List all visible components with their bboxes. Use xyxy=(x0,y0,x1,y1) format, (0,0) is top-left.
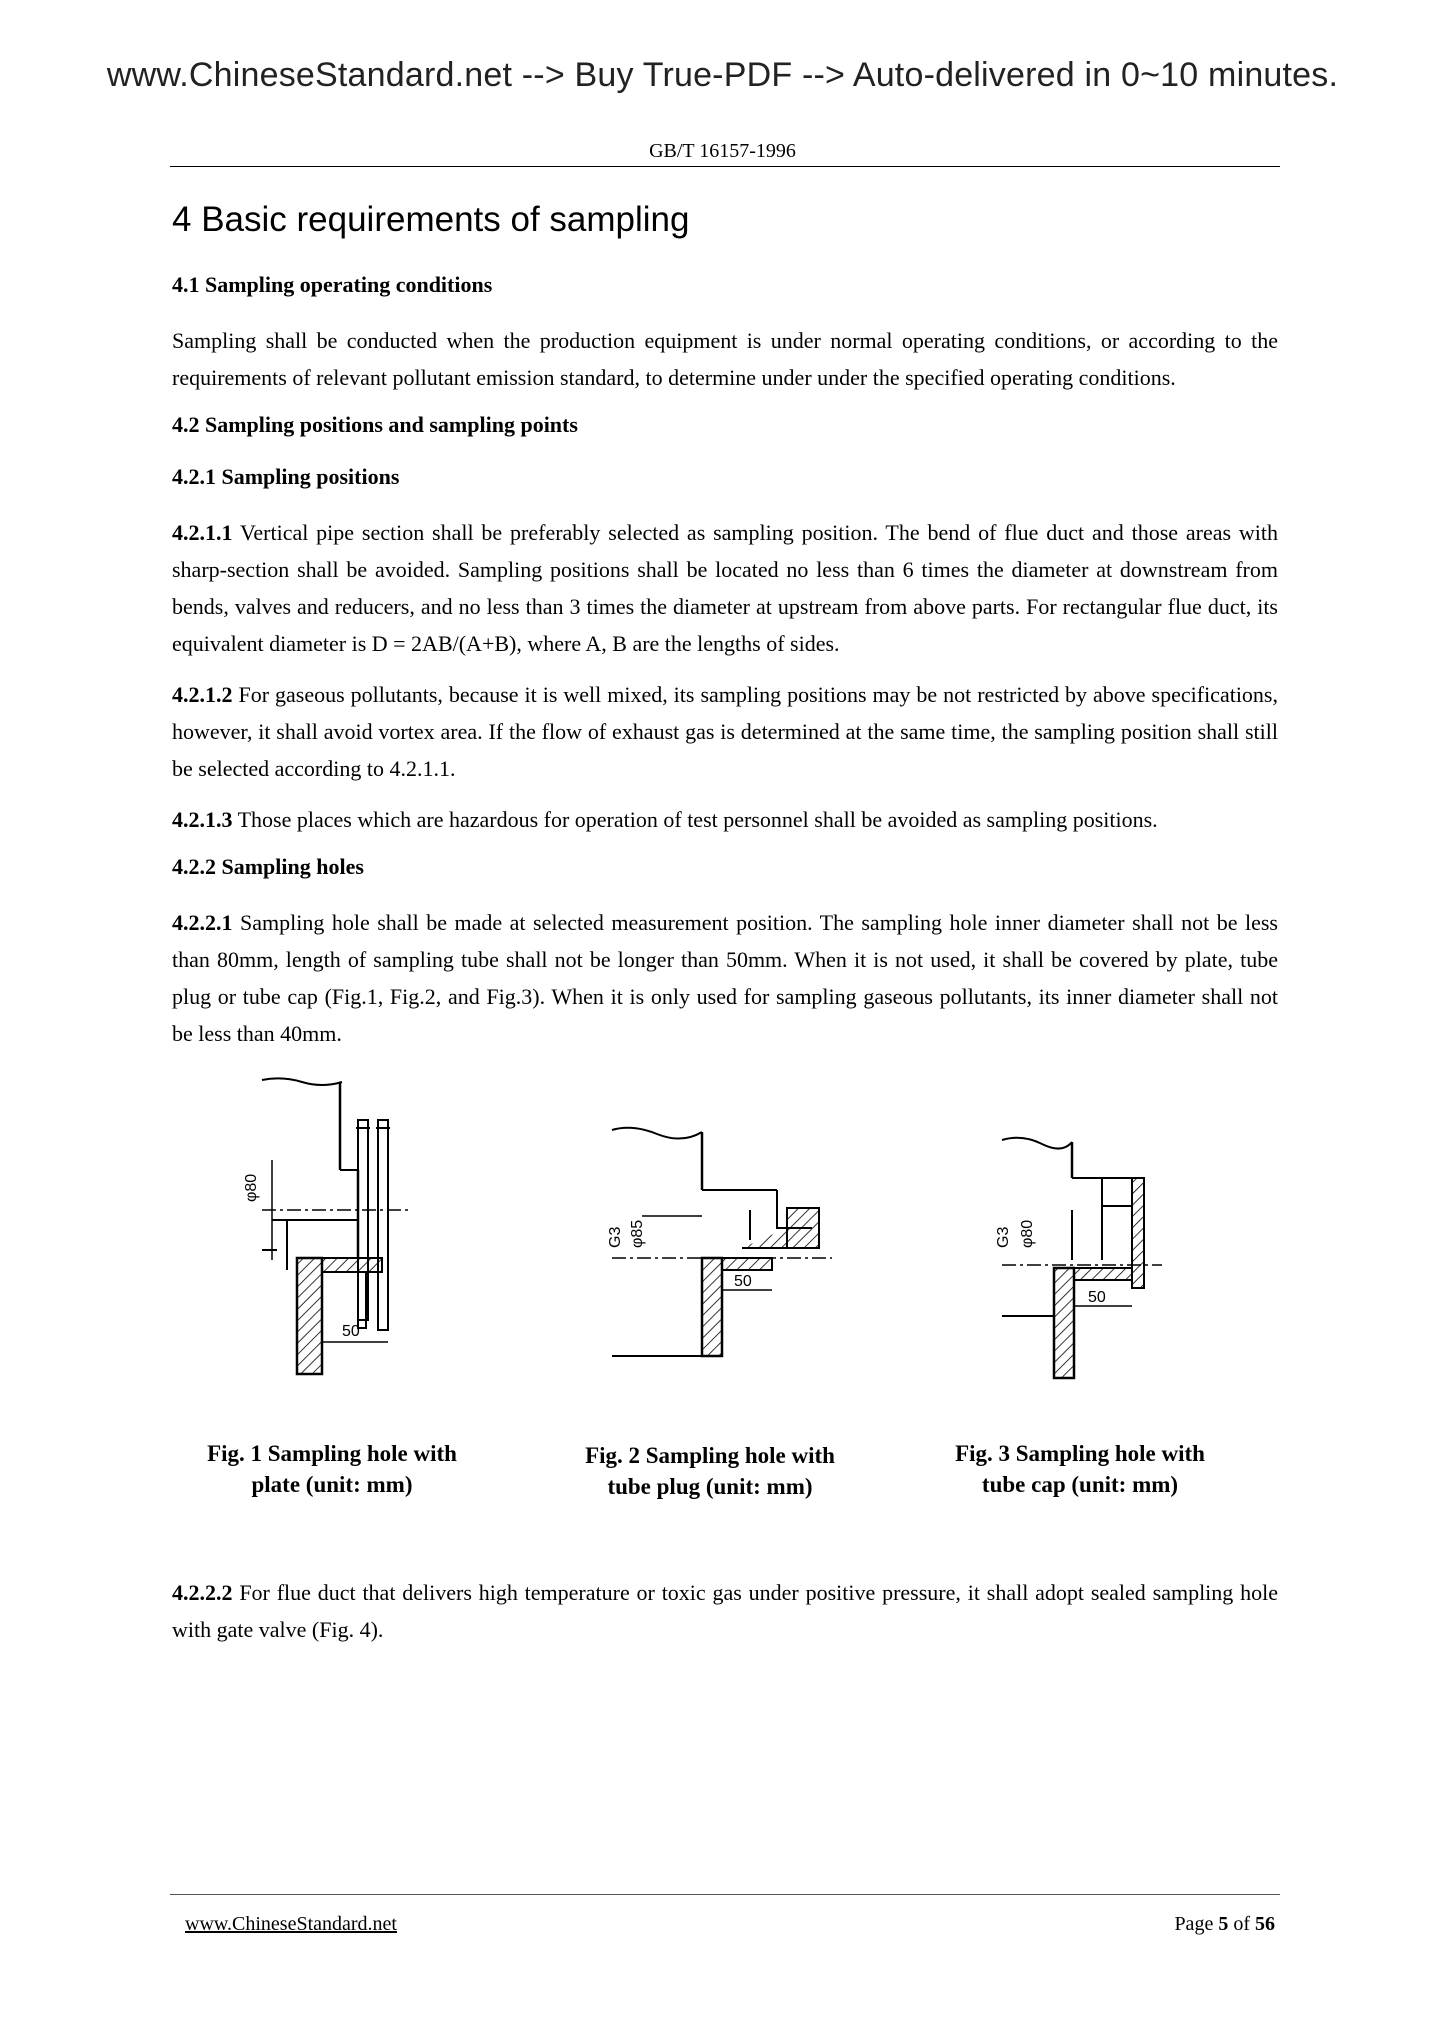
page-total: 56 xyxy=(1255,1913,1275,1935)
dim-diameter-label: φ80 xyxy=(243,1173,260,1202)
dim-diameter-label: φ80 xyxy=(1019,1219,1036,1248)
page-number: 5 xyxy=(1218,1913,1229,1935)
heading-4-2-1: 4.2.1 Sampling positions xyxy=(172,464,400,489)
header-rule xyxy=(170,166,1280,167)
heading-4-2-2: 4.2.2 Sampling holes xyxy=(172,854,364,879)
section-title: 4 Basic requirements of sampling xyxy=(172,200,690,239)
dim-length-label: 50 xyxy=(1088,1289,1106,1306)
heading-4-1: 4.1 Sampling operating conditions xyxy=(172,272,493,297)
clause-text: For gaseous pollutants, because it is well mixed, its sampling positions may be not restricted by above specifications, however, it shall avoid vortex area. If the flow of exhaust gas is determined at the same time, the sampling position shall still be selected according to 4.2.1.1. xyxy=(172,682,1278,781)
clause-number: 4.2.1.3 xyxy=(172,807,233,832)
figure-1-drawing xyxy=(242,1070,492,1390)
dim-thread-label: G3 xyxy=(995,1226,1012,1248)
figure-2-drawing xyxy=(602,1110,862,1380)
footer-website-link[interactable]: www.ChineseStandard.net xyxy=(185,1913,397,1935)
clause-number: 4.2.1.2 xyxy=(172,682,233,707)
paragraph-4-2-2-2 xyxy=(172,1574,1278,1648)
footer-rule xyxy=(170,1894,1280,1895)
clause-text: Vertical pipe section shall be preferably selected as sampling position. The bend of flue duct and those areas with sharp-section shall be avoided. Sampling positions shall be located no less than 6 times the diameter at downstream from bends, valves and reducers, and no less than 3 times the diameter at upstream from above parts. For rectangular flue duct, its equivalent diameter is D = 2AB/(A+B), where A, B are the lengths of sides. xyxy=(172,520,1278,656)
dim-diameter-label: φ85 xyxy=(629,1219,646,1248)
top-banner-link[interactable]: www.ChineseStandard.net --> Buy True-PDF --> Auto-delivered in 0~10 minutes. xyxy=(106,56,1339,94)
dim-length-label: 50 xyxy=(342,1323,360,1340)
heading-4-2: 4.2 Sampling positions and sampling points xyxy=(172,412,578,437)
dim-length-label: 50 xyxy=(734,1273,752,1290)
clause-number: 4.2.2.2 xyxy=(172,1580,233,1605)
clause-text: Sampling hole shall be made at selected measurement position. The sampling hole inner diameter shall not be less than 80mm, length of sampling tube shall not be longer than 50mm. When it is not used, it shall be covered by plate, tube plug or tube cap (Fig.1, Fig.2, and Fig.3). When it is only used for sampling gaseous pollutants, its inner diameter shall not be less than 40mm. xyxy=(172,910,1278,1046)
clause-text: Those places which are hazardous for operation of test personnel shall be avoided as sampling positions. xyxy=(232,807,1158,832)
paragraph-4-2-1-1 xyxy=(172,514,1278,662)
clause-number: 4.2.1.1 xyxy=(172,520,233,545)
figure-3-drawing xyxy=(992,1130,1172,1390)
standard-code: GB/T 16157-1996 xyxy=(649,140,796,162)
figure-1-caption: Fig. 1 Sampling hole with plate (unit: mm) xyxy=(207,1441,457,1497)
paragraph-4-2-2-1 xyxy=(172,904,1278,1052)
paragraph-4-2-1-3 xyxy=(172,801,1278,838)
figure-row xyxy=(172,1070,1278,1570)
figure-2-caption: Fig. 2 Sampling hole with tube plug (unit: mm) xyxy=(585,1443,835,1499)
figure-3-caption: Fig. 3 Sampling hole with tube cap (unit: mm) xyxy=(955,1441,1205,1497)
paragraph-4-1: Sampling shall be conducted when the production equipment is under normal operating conditions, or according to the requirements of relevant pollutant emission standard, to determine under under the specified operating conditions. xyxy=(172,328,1278,390)
page-indicator: Page 5 of 56 xyxy=(1174,1913,1275,1935)
dim-thread-label: G3 xyxy=(607,1226,624,1248)
document-body xyxy=(172,192,1278,1662)
paragraph-4-2-1-2 xyxy=(172,676,1278,787)
clause-number: 4.2.2.1 xyxy=(172,910,233,935)
clause-text: For flue duct that delivers high temperature or toxic gas under positive pressure, it shall adopt sealed sampling hole with gate valve (Fig. 4). xyxy=(172,1580,1278,1642)
